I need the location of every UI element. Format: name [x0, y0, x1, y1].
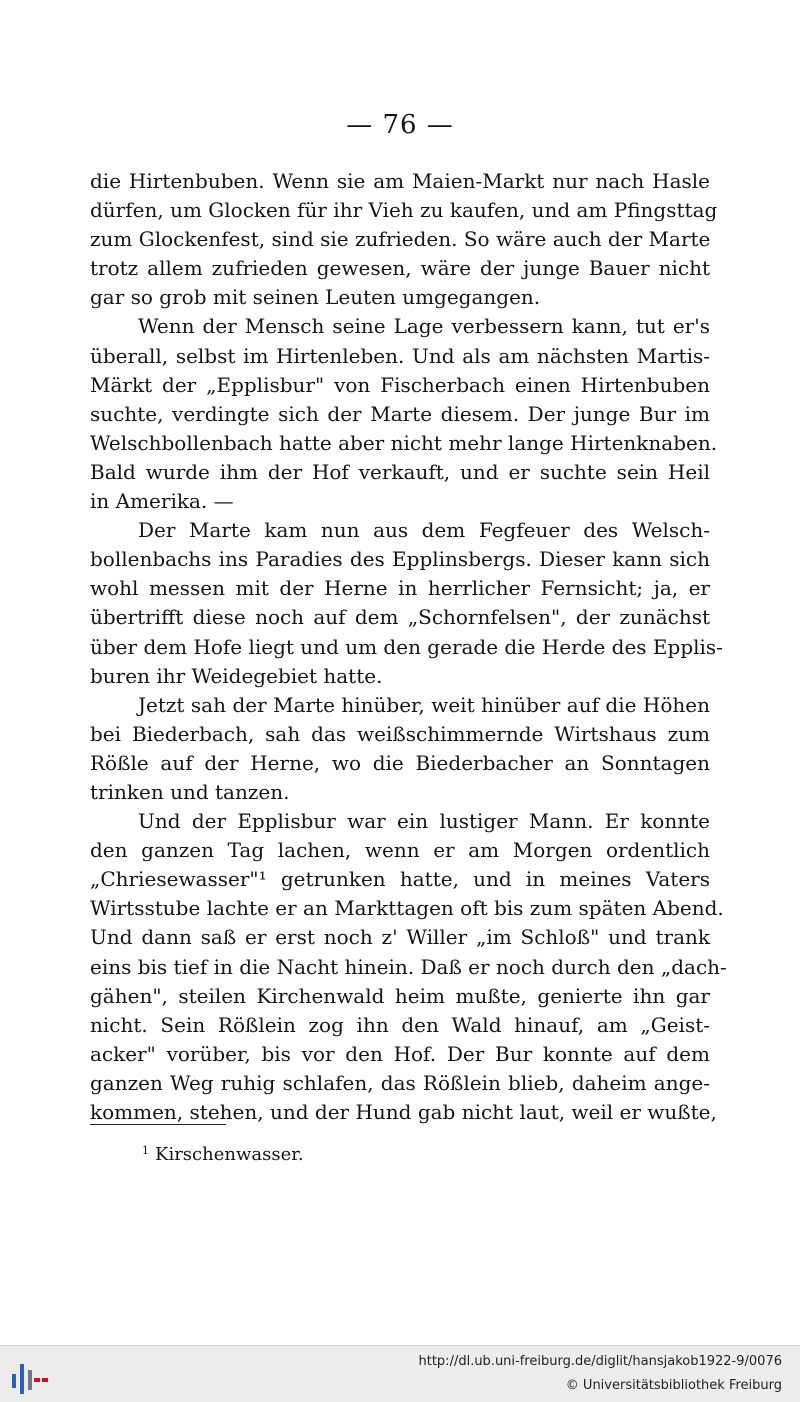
text-line: die Hirtenbuben. Wenn sie am Maien-Markt nur nach Hasle [90, 169, 710, 193]
footnote [142, 1138, 304, 1168]
footnote-rule [90, 1124, 226, 1125]
text-line: wohl messen mit der Herne in herrlicher Fernsicht; ja, er [90, 576, 710, 601]
text-line: in Amerika. — [90, 489, 234, 514]
text-line: Der Marte kam nun aus dem Fegfeuer des Welsch- [138, 518, 710, 543]
text-line: Märkt der „Epplisbur" von Fischerbach einen Hirtenbuben [90, 372, 710, 397]
text-line: Jetzt sah der Marte hinüber, weit hinüber auf die Höhen [138, 692, 710, 717]
text-line: übertrifft diese noch auf dem „Schornfelsen", der zunächst [90, 605, 710, 630]
text-line: Bald wurde ihm der Hof verkauft, und er suchte sein Heil [90, 459, 710, 484]
footnote-text: Kirschenwasser. [155, 1144, 304, 1165]
text-line: Welschbollenbach hatte aber nicht mehr lange Hirtenknaben. [90, 430, 718, 455]
footer-bar [0, 1345, 800, 1402]
text-line: Wirtsstube lachte er an Markttagen oft bis zum späten Abend. [90, 896, 724, 921]
source-url-link[interactable]: http://dl.ub.uni-freiburg.de/diglit/hansjakob1922-9/0076 [418, 1354, 782, 1369]
text-line: acker" vorüber, bis vor den Hof. Der Bur konnte auf dem [90, 1041, 710, 1066]
text-line: „Chriesewasser"¹ getrunken hatte, und in meines Vaters [90, 867, 710, 892]
page-number: — 76 — [346, 110, 454, 140]
text-line: bollenbachs ins Paradies des Epplinsbergs. Dieser kann sich [90, 547, 710, 572]
text-line: nicht. Sein Rößlein zog ihn den Wald hinauf, am „Geist- [90, 1012, 710, 1037]
text-line: gähen", steilen Kirchenwald heim mußte, genierte ihn gar [90, 983, 710, 1008]
text-line: trotz allem zufrieden gewesen, wäre der junge Bauer nicht [90, 256, 710, 281]
text-line: bei Biederbach, sah das weißschimmernde Wirtshaus zum [90, 721, 710, 746]
text-line: eins bis tief in die Nacht hinein. Daß er noch durch den „dach- [90, 954, 727, 979]
text-line: Und dann saß er erst noch z' Willer „im Schloß" und trank [90, 925, 710, 950]
copyright-text: © Universitätsbibliothek Freiburg [565, 1378, 782, 1393]
library-logo-icon [10, 1356, 54, 1396]
text-line: suchte, verdingte sich der Marte diesem. Der junge Bur im [90, 401, 710, 426]
body-text [90, 167, 727, 1127]
text-line: dürfen, um Glocken für ihr Vieh zu kaufen, und am Pfingsttag [90, 198, 718, 223]
text-line: ganzen Weg ruhig schlafen, das Rößlein blieb, daheim ange- [90, 1070, 710, 1095]
footnote-marker: 1 [142, 1144, 149, 1157]
text-line: kommen, stehen, und der Hund gab nicht laut, weil er wußte, [90, 1100, 717, 1124]
text-line: Wenn der Mensch seine Lage verbessern kann, tut er's [138, 314, 710, 339]
text-line: trinken und tanzen. [90, 779, 290, 804]
text-line: Rößle auf der Herne, wo die Biederbacher an Sonntagen [90, 750, 710, 775]
text-line: den ganzen Tag lachen, wenn er am Morgen ordentlich [90, 838, 710, 863]
text-line: überall, selbst im Hirtenleben. Und als am nächsten Martis- [90, 343, 710, 368]
text-line: zum Glockenfest, sind sie zufrieden. So wäre auch der Marte [90, 227, 711, 252]
text-line: gar so grob mit seinen Leuten umgegangen. [90, 285, 541, 310]
text-line: buren ihr Weidegebiet hatte. [90, 663, 383, 688]
text-line: über dem Hofe liegt und um den gerade die Herde des Epplis- [90, 634, 723, 659]
text-line: Und der Epplisbur war ein lustiger Mann. Er konnte [138, 809, 710, 834]
